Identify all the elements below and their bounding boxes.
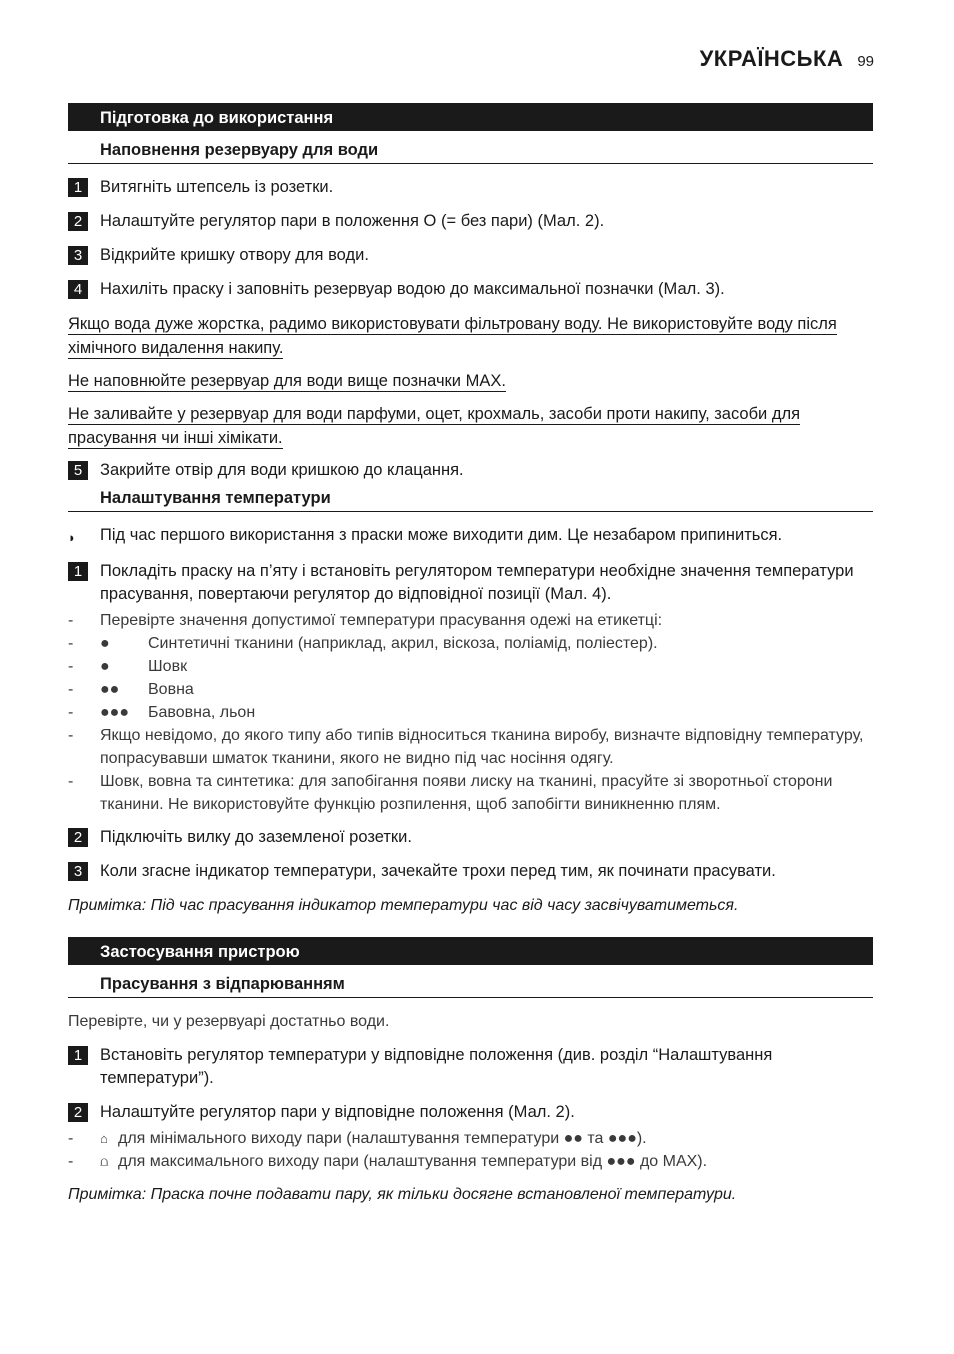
step-text: Встановіть регулятор температури у відповідне положення (див. розділ “Налаштування температури”). (100, 1046, 773, 1087)
temp-dots-icon: ● (100, 635, 110, 652)
list-item: - Шовк, вовна та синтетика: для запобігання появи лиску на тканині, прасуйте зі зворотньої сторони тканини. Не використовуйте функцію розпилення, щоб запобігти виникненню плям. (68, 773, 833, 813)
step-item (68, 860, 873, 883)
step-number: 1 (68, 1046, 88, 1065)
step-text: Налаштуйте регулятор пари у відповідне положення (Мал. 2). (100, 1103, 575, 1121)
info-bullet: ◗ Під час першого використання з праски може виходити дим. Це незабаром припиниться. (68, 524, 873, 549)
subheading-temperature: Налаштування температури (68, 489, 873, 512)
step-item (68, 459, 873, 482)
list-item: - ⩍ для максимального виходу пари (налаштування температури від ●●● до MAX). (68, 1150, 873, 1173)
page-header (700, 46, 874, 72)
warning-text: Не наповнюйте резервуар для води вище позначки MAX. (68, 372, 506, 390)
note-text: Примітка: Праска почне подавати пару, як тільки досягне встановленої температури. (68, 1186, 737, 1203)
step-number: 2 (68, 1103, 88, 1122)
list-item: - ● Синтетичні тканини (наприклад, акрил, віскоза, поліамід, поліестер). (68, 632, 873, 655)
step-text: Коли згасне індикатор температури, зачекайте трохи перед тим, як починати прасувати. (100, 862, 776, 880)
step-item (68, 826, 873, 849)
step-item (68, 1044, 873, 1090)
step-number: 1 (68, 178, 88, 197)
step-text: Нахиліть праску і заповніть резервуар водою до максимальної позначки (Мал. 3). (100, 280, 725, 298)
step-item (68, 244, 873, 267)
temp-dots-icon: ●● (100, 681, 120, 698)
step-text: Налаштуйте регулятор пари в положення O (= без пари) (Мал. 2). (100, 212, 605, 230)
list-item: - ⌂ для мінімального виходу пари (налаштування температури ●● та ●●●). (68, 1127, 873, 1150)
step-item (68, 1101, 873, 1124)
list-item: - ●●● Бавовна, льон (68, 701, 873, 724)
intro-text: Перевірте, чи у резервуарі достатньо води. (68, 1013, 390, 1030)
language-title: УКРАЇНСЬКА (699, 46, 844, 71)
note-text: Примітка: Під час прасування індикатор температури час від часу засвічуватиметься. (68, 897, 739, 914)
step-text: Закрийте отвір для води кришкою до клацання. (100, 461, 464, 479)
step-item (68, 210, 873, 233)
warning-text: Якщо вода дуже жорстка, радимо використовувати фільтровану воду. Не використовуйте воду після хімічного видалення накипу. (68, 315, 837, 357)
list-item: - ● Шовк (68, 655, 873, 678)
triangle-bullet-icon: ◗ (68, 530, 76, 545)
step-number: 3 (68, 862, 88, 881)
step-number: 2 (68, 212, 88, 231)
list-item: - ●● Вовна (68, 678, 873, 701)
step-item (68, 560, 873, 606)
page-number: 99 (857, 53, 874, 70)
steam-list (68, 1127, 873, 1173)
section-title-preparation: Підготовка до використання (68, 103, 873, 131)
step-text: Покладіть праску на п’яту і встановіть регулятором температури необхідне значення температури прасування, повертаючи регулятор до відповідної позиції (Мал. 4). (100, 562, 854, 603)
warning-text: Не заливайте у резервуар для води парфуми, оцет, крохмаль, засоби проти накипу, засоби для прасування чи інші хімікати. (68, 405, 801, 447)
subheading-fill-tank: Наповнення резервуару для води (68, 141, 873, 164)
temp-dots-icon: ● (100, 658, 110, 675)
section-title-usage: Застосування пристрою (68, 937, 873, 965)
subheading-steam-ironing: Прасування з відпарюванням (68, 975, 873, 998)
step-text: Підключіть вилку до заземленої розетки. (100, 828, 412, 846)
temp-dots-icon: ●●● (100, 704, 129, 721)
list-item: - Перевірте значення допустимої температури прасування одежі на етикетці: (68, 612, 663, 629)
steam-min-icon: ⌂ (100, 1131, 108, 1146)
step-number: 2 (68, 828, 88, 847)
step-number: 5 (68, 461, 88, 480)
step-number: 4 (68, 280, 88, 299)
document-body (68, 103, 873, 1226)
step-number: 3 (68, 246, 88, 265)
step-item (68, 278, 873, 301)
temperature-list (68, 609, 873, 816)
step-text: Витягніть штепсель із розетки. (100, 178, 334, 196)
list-item: - Якщо невідомо, до якого типу або типів відноситься тканина виробу, визначте відповідну температуру, попрасувавши шматок тканини, якого не видно під час носіння одягу. (68, 727, 864, 767)
step-item (68, 176, 873, 199)
step-number: 1 (68, 562, 88, 581)
step-text: Відкрийте кришку отвору для води. (100, 246, 369, 264)
steam-max-icon: ⩍ (100, 1154, 109, 1169)
